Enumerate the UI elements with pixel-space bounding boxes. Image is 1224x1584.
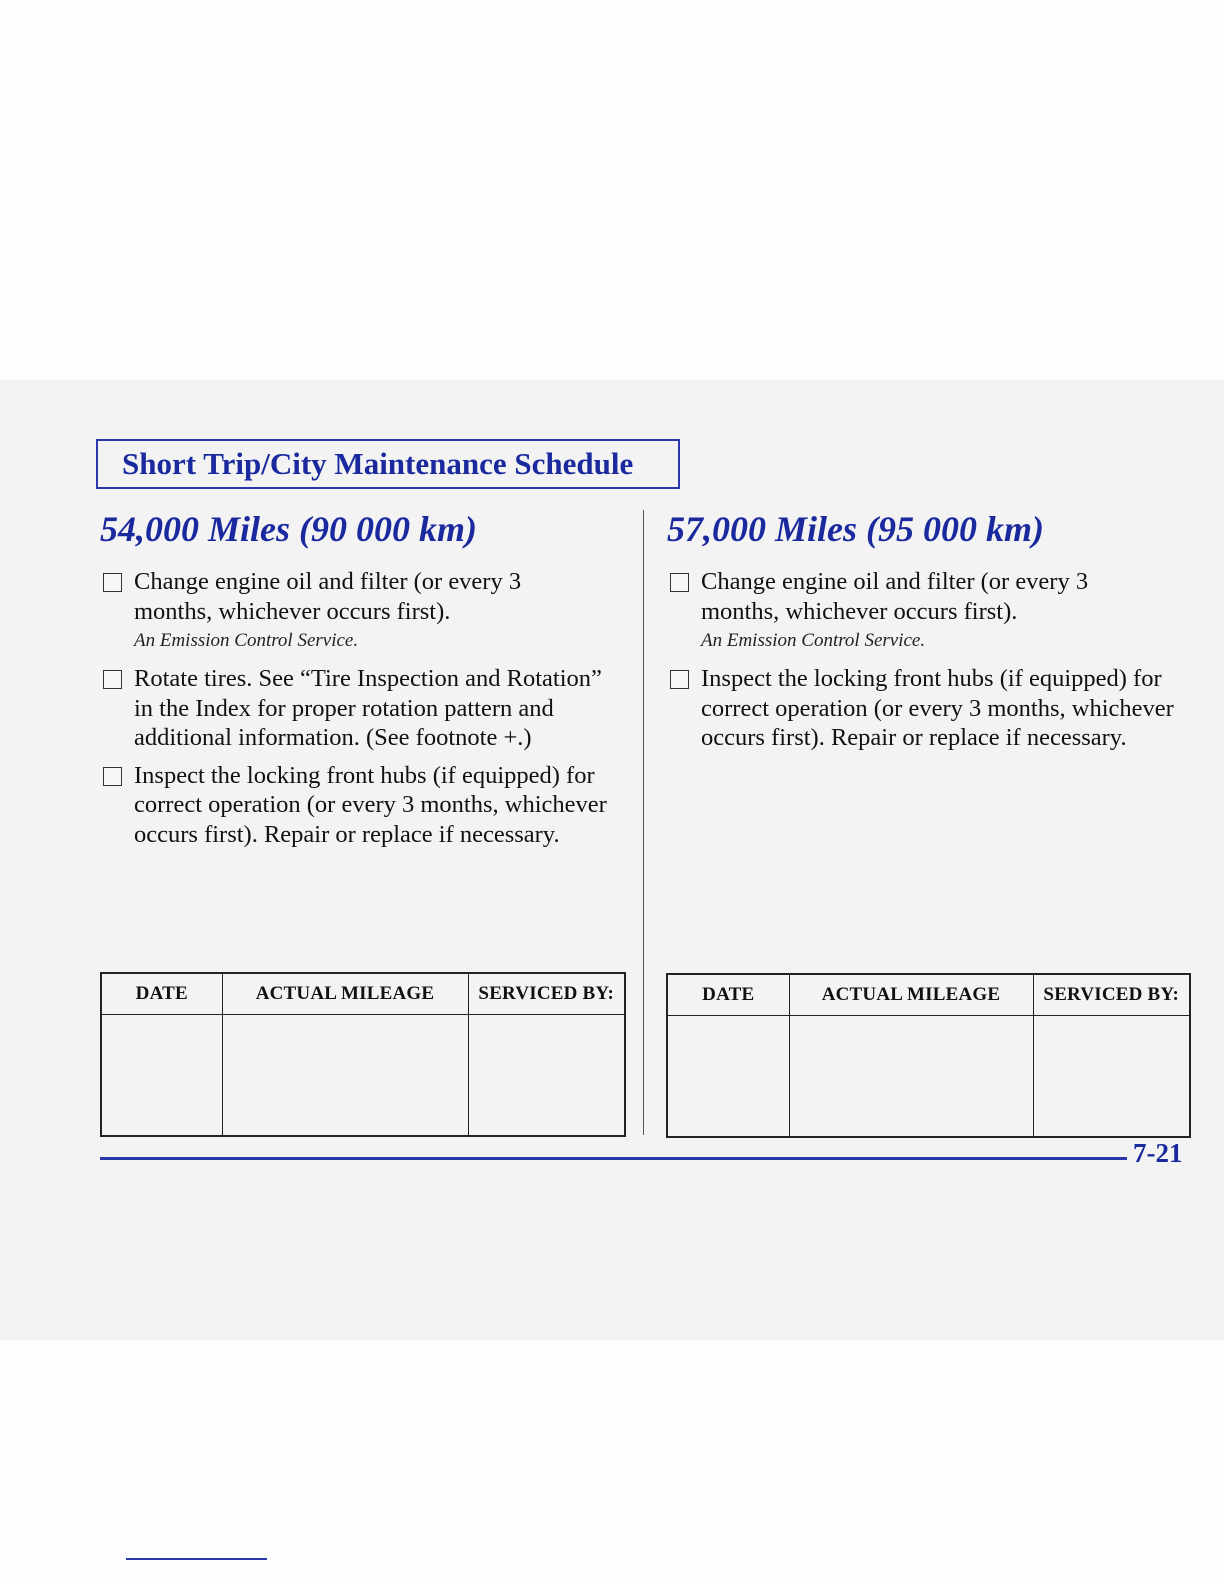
- date-cell[interactable]: [101, 1015, 222, 1137]
- section-title: Short Trip/City Maintenance Schedule: [122, 446, 634, 481]
- mileage-heading-left: 54,000 Miles (90 000 km): [100, 509, 477, 549]
- checkbox-icon[interactable]: [103, 767, 122, 786]
- right-column: [667, 505, 1197, 761]
- mileage-cell[interactable]: [789, 1016, 1033, 1138]
- checkbox-icon[interactable]: [103, 670, 122, 689]
- table-row: [101, 1015, 625, 1137]
- column-divider: [643, 510, 644, 1135]
- checklist-item-text: Change engine oil and filter (or every 3 months, whichever occurs first).: [134, 568, 522, 625]
- emission-note: An Emission Control Service.: [134, 630, 359, 651]
- checklist-item-text: Change engine oil and filter (or every 3 months, whichever occurs first).: [701, 568, 1089, 625]
- checkbox-icon[interactable]: [670, 573, 689, 592]
- checklist-item: [667, 567, 1197, 656]
- mileage-column-header: ACTUAL MILEAGE: [789, 974, 1033, 1016]
- bottom-rule: [126, 1558, 267, 1560]
- emission-note: An Emission Control Service.: [701, 630, 926, 651]
- checklist-item-text: Rotate tires. See “Tire Inspection and Rotation” in the Index for proper rotation pattern and additional information. (See footnote +.): [134, 665, 602, 751]
- mileage-cell[interactable]: [222, 1015, 468, 1137]
- service-record-table-left: [100, 972, 626, 1137]
- mileage-column-header: ACTUAL MILEAGE: [222, 973, 468, 1015]
- checklist-item: [100, 567, 630, 656]
- checkbox-icon[interactable]: [670, 670, 689, 689]
- serviced-by-column-header: SERVICED BY:: [1033, 974, 1190, 1016]
- date-column-header: DATE: [667, 974, 789, 1016]
- checklist-item: [100, 664, 630, 753]
- serviced-by-cell[interactable]: [1033, 1016, 1190, 1138]
- table-row: [667, 1016, 1190, 1138]
- section-header-box: [96, 439, 680, 489]
- page-number: 7-21: [1133, 1138, 1183, 1168]
- service-record-table-right: [666, 973, 1191, 1138]
- footer-rule: [100, 1157, 1127, 1160]
- left-column: [100, 505, 630, 857]
- serviced-by-column-header: SERVICED BY:: [468, 973, 625, 1015]
- serviced-by-cell[interactable]: [468, 1015, 625, 1137]
- mileage-heading-right: 57,000 Miles (95 000 km): [667, 509, 1044, 549]
- checklist-item-text: Inspect the locking front hubs (if equipped) for correct operation (or every 3 months, whichever occurs first). Repair or replace if necessary.: [134, 761, 607, 848]
- checklist-item-text: Inspect the locking front hubs (if equipped) for correct operation (or every 3 months, whichever occurs first). Repair or replace if necessary.: [701, 665, 1174, 751]
- checklist-item: [100, 761, 630, 850]
- date-cell[interactable]: [667, 1016, 789, 1138]
- checkbox-icon[interactable]: [103, 573, 122, 592]
- date-column-header: DATE: [101, 973, 222, 1015]
- checklist-item: [667, 664, 1197, 753]
